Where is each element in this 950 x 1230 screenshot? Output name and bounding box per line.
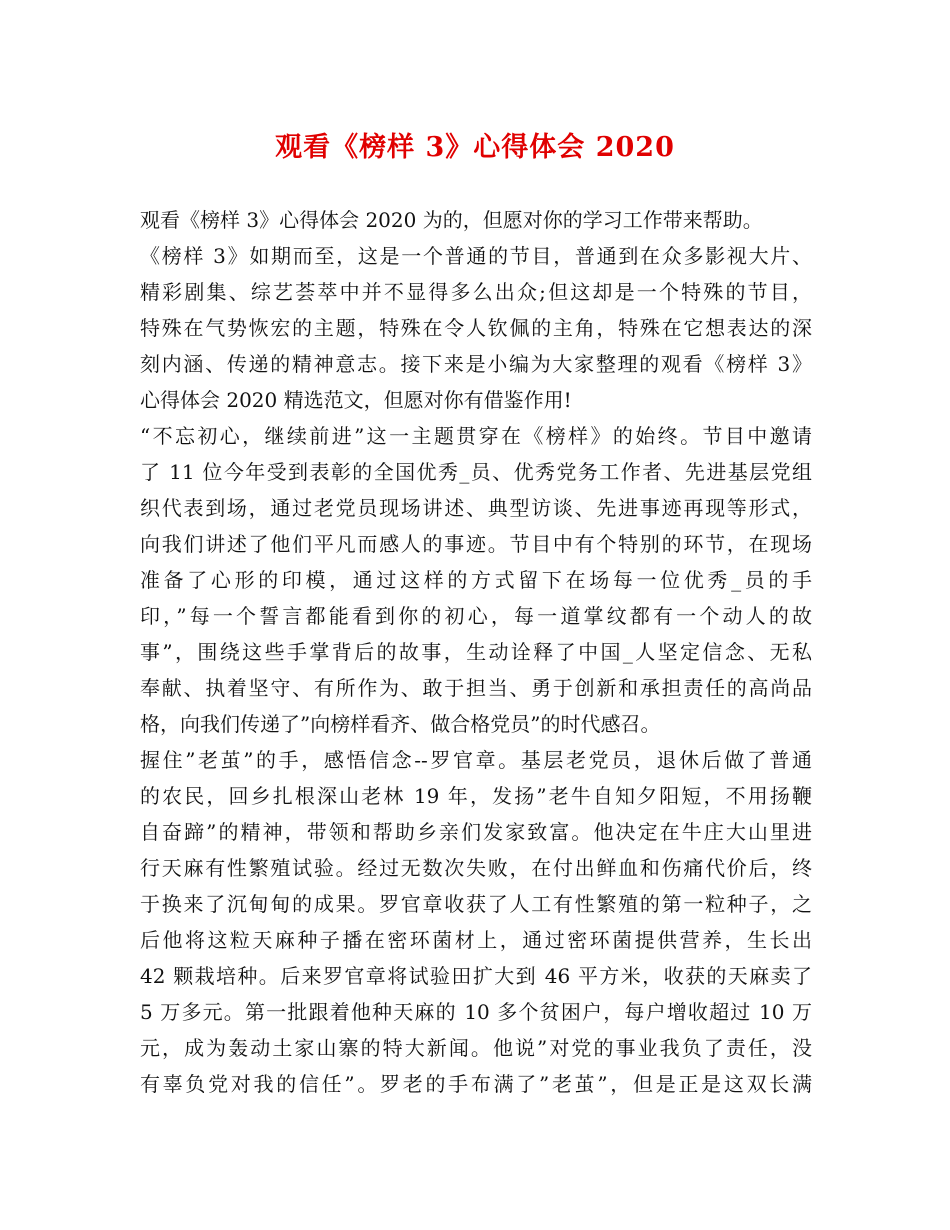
text-line: 事”，围绕这些手掌背后的故事，生动诠释了中国_人坚定信念、无私: [140, 640, 812, 664]
text-line: 准备了心形的印模，通过这样的方式留下在场每一位优秀_员的手: [140, 568, 812, 592]
text-line: 5 万多元。第一批跟着他种天麻的 10 多个贫困户，每户增收超过 10 万: [140, 1000, 812, 1024]
text-line: 元，成为轰动土家山寨的特大新闻。他说”对党的事业我负了责任，没: [140, 1036, 812, 1060]
text-line: 自奋蹄”的精神，带领和帮助乡亲们发家致富。他决定在牛庄大山里进: [140, 820, 812, 844]
text-line: 格，向我们传递了”向榜样看齐、做合格党员”的时代感召。: [140, 712, 661, 736]
text-line: 刻内涵、传递的精神意志。接下来是小编为大家整理的观看《榜样 3》: [140, 352, 812, 376]
text-line: 向我们讲述了他们平凡而感人的事迹。节目中有个特别的环节，在现场: [140, 532, 812, 556]
text-line: 42 颗栽培种。后来罗官章将试验田扩大到 46 平方米，收获的天麻卖了: [140, 964, 812, 988]
text-line: “不忘初心，继续前进”这一主题贯穿在《榜样》的始终。节目中邀请: [140, 424, 812, 448]
text-line: 《榜样 3》如期而至，这是一个普通的节目，普通到在众多影视大片、: [140, 244, 812, 268]
text-line: 织代表到场，通过老党员现场讲述、典型访谈、先进事迹再现等形式，: [140, 496, 812, 520]
text-line: 印，”每一个誓言都能看到你的初心，每一道掌纹都有一个动人的故: [140, 604, 812, 628]
text-line: 了 11 位今年受到表彰的全国优秀_员、优秀党务工作者、先进基层党组: [140, 460, 812, 484]
text-line: 精彩剧集、综艺荟萃中并不显得多么出众;但这却是一个特殊的节目，: [140, 280, 812, 304]
text-line: 的农民，回乡扎根深山老林 19 年，发扬”老牛自知夕阳短，不用扬鞭: [140, 784, 812, 808]
document-body: [140, 202, 812, 1102]
document-title: 观看《榜样 3》心得体会 2020: [275, 132, 675, 163]
text-line: 有辜负党对我的信任”。罗老的手布满了”老茧”，但是正是这双长满: [140, 1072, 812, 1096]
text-line: 奉献、执着坚守、有所作为、敢于担当、勇于创新和承担责任的高尚品: [140, 676, 812, 700]
text-line: 特殊在气势恢宏的主题，特殊在令人钦佩的主角，特殊在它想表达的深: [140, 316, 812, 340]
text-line: 观看《榜样 3》心得体会 2020 为的，但愿对你的学习工作带来帮助。: [140, 208, 763, 232]
text-line: 行天麻有性繁殖试验。经过无数次失败，在付出鲜血和伤痛代价后，终: [140, 856, 812, 880]
text-line: 握住”老茧”的手，感悟信念--罗官章。基层老党员，退休后做了普通: [140, 748, 812, 772]
text-line: 于换来了沉甸甸的成果。罗官章收获了人工有性繁殖的第一粒种子，之: [140, 892, 812, 916]
text-line: 后他将这粒天麻种子播在密环菌材上，通过密环菌提供营养，生长出: [140, 928, 812, 952]
text-line: 心得体会 2020 精选范文，但愿对你有借鉴作用!: [140, 388, 572, 412]
